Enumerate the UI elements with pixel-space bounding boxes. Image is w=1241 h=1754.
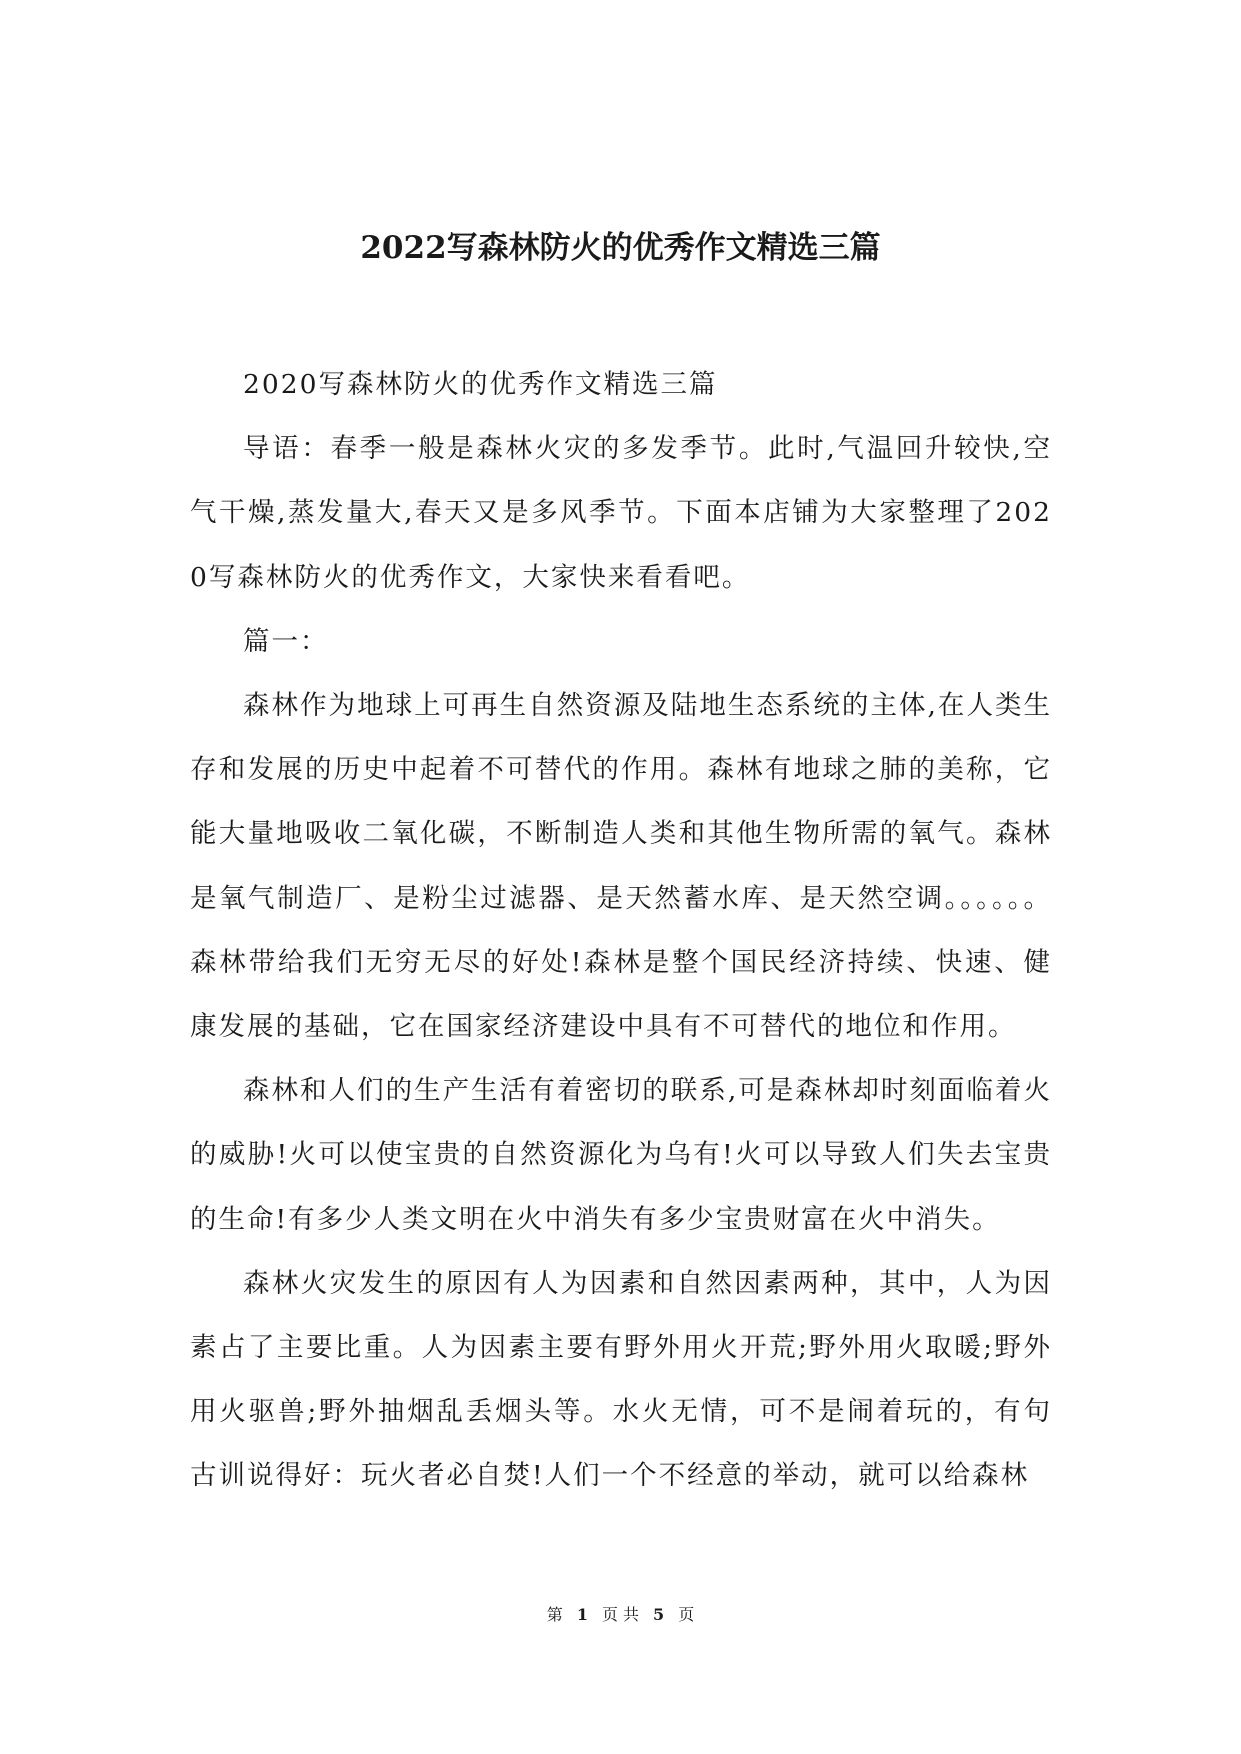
paragraph-body: 森林火灾发生的原因有人为因素和自然因素两种，其中，人为因素占了主要比重。人为因素主要有野外用火开荒;野外用火取暖;野外用火驱兽;野外抽烟乱丢烟头等。水火无情，可不是闹着玩的，有句古训说得好：玩火者必自焚!人们一个不经意的举动，就可以给森林 [190, 1267, 1052, 1492]
document-body [190, 353, 1052, 1509]
paragraph-section-heading: 篇一： [243, 625, 329, 657]
paragraph-intro: 导语：春季一般是森林火灾的多发季节。此时,气温回升较快,空气干燥,蒸发量大,春天又是多风季节。下面本店铺为大家整理了2020写森林防火的优秀作文，大家快来看看吧。 [190, 433, 1052, 593]
paragraph-body: 森林作为地球上可再生自然资源及陆地生态系统的主体,在人类生存和发展的历史中起着不可替代的作用。森林有地球之肺的美称，它能大量地吸收二氧化碳，不断制造人类和其他生物所需的氧气。森林是氧气制造厂、是粉尘过滤器、是天然蓄水库、是天然空调。。。。。。森林带给我们无穷无尽的好处!森林是整个国民经济持续、快速、健康发展的基础，它在国家经济建设中具有不可替代的地位和作用。 [190, 690, 1052, 1043]
page-footer [0, 1603, 1241, 1627]
document-title: 2022写森林防火的优秀作文精选三篇 [360, 230, 881, 266]
paragraph-body: 森林和人们的生产生活有着密切的联系,可是森林却时刻面临着火的威胁!火可以使宝贵的自然资源化为乌有!火可以导致人们失去宝贵的生命!有多少人类文明在火中消失有多少宝贵财富在火中消失。 [190, 1075, 1052, 1235]
paragraph-subtitle: 2020写森林防火的优秀作文精选三篇 [243, 369, 718, 400]
footer-middle: 页 共 [601, 1605, 640, 1624]
footer-prefix: 第 [546, 1605, 563, 1624]
page-number: 1 [576, 1605, 588, 1624]
footer-suffix: 页 [678, 1605, 695, 1624]
page-total: 5 [653, 1605, 665, 1624]
